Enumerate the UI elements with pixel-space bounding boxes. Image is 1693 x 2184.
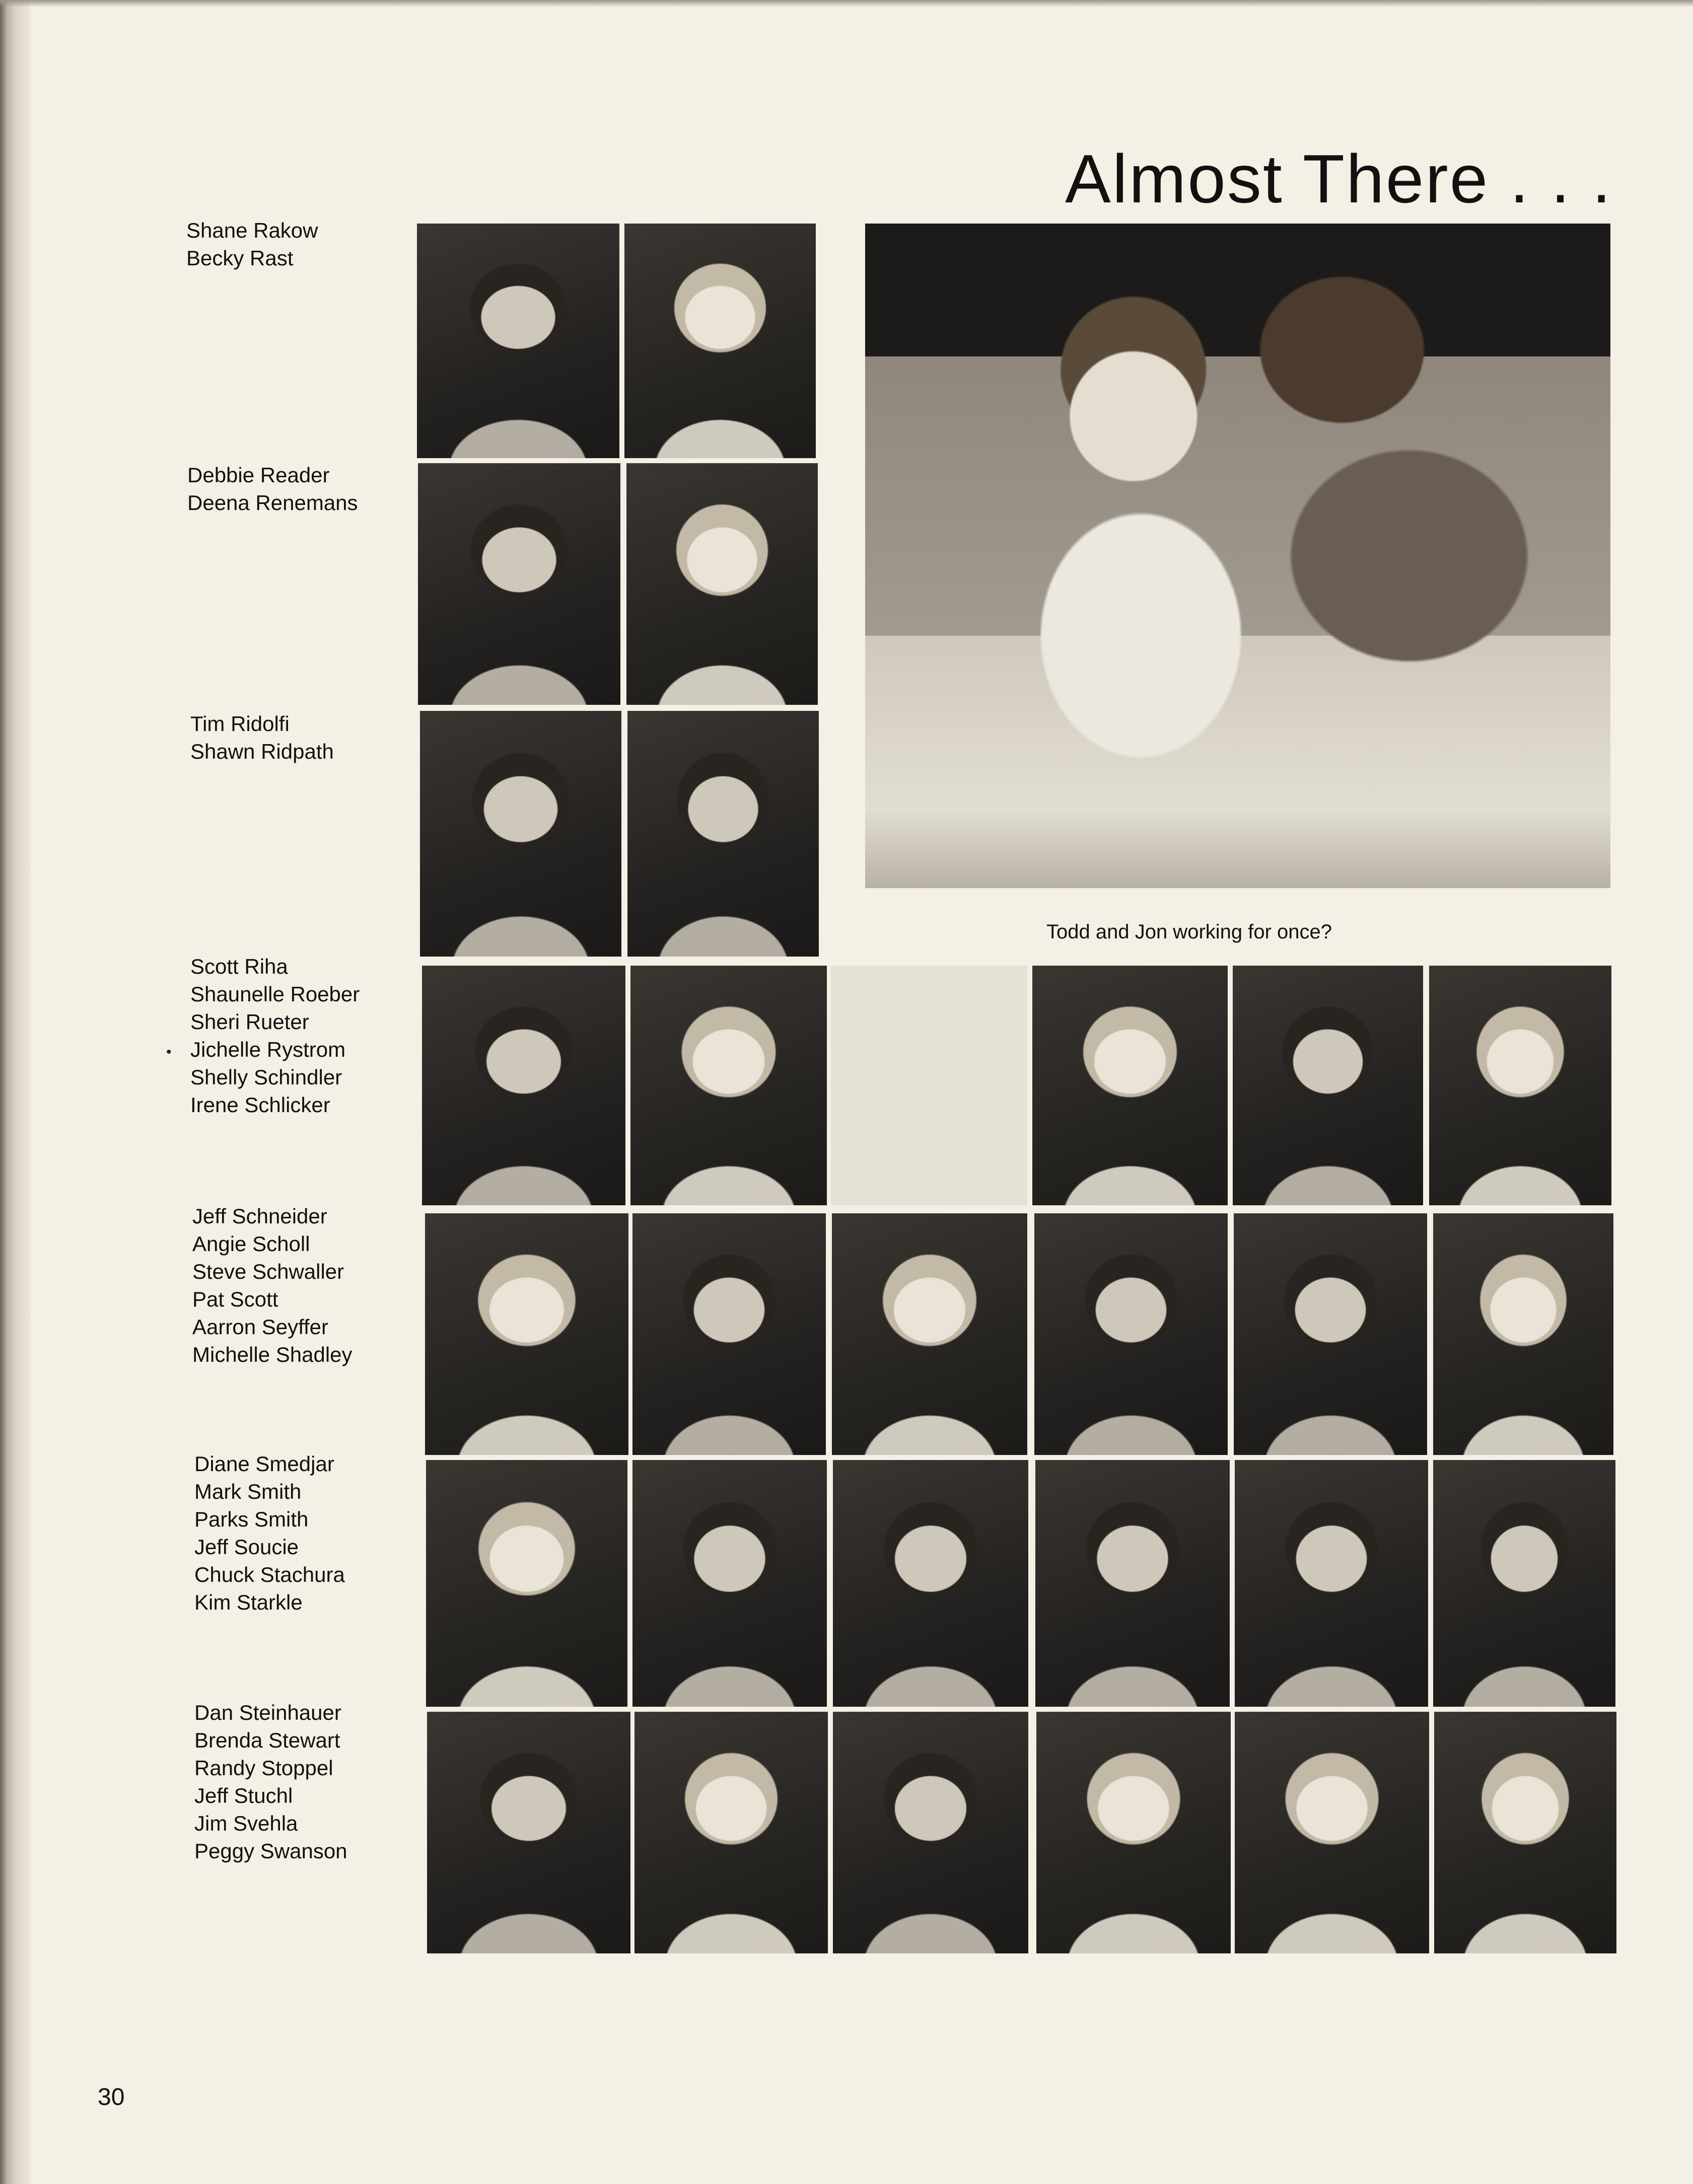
name-item: Shaunelle Roeber (190, 982, 360, 1006)
portrait-photo (422, 966, 625, 1205)
page-number: 30 (98, 2084, 125, 2110)
portrait-photo (1429, 966, 1611, 1205)
name-item: Shane Rakow (186, 219, 318, 242)
name-list (187, 461, 358, 517)
name-item: Peggy Swanson (194, 1839, 347, 1863)
portrait-photo (832, 1213, 1027, 1455)
name-item: Pat Scott (192, 1287, 278, 1311)
name-item: Scott Riha (190, 955, 288, 978)
portrait-photo (1233, 966, 1423, 1205)
portrait-photo (632, 1213, 826, 1455)
portrait-photo (418, 463, 620, 705)
name-item: Mark Smith (194, 1480, 302, 1503)
portrait-photo (632, 1460, 827, 1707)
name-item: Chuck Stachura (194, 1563, 345, 1586)
name-item: Sheri Rueter (190, 1010, 309, 1034)
name-item: Jeff Stuchl (194, 1784, 293, 1807)
portrait-photo (1036, 1712, 1231, 1953)
portrait-photo (1433, 1460, 1615, 1707)
name-list (186, 216, 318, 272)
name-list (194, 1699, 347, 1865)
portrait-photo (420, 711, 621, 957)
name-item: Angie Scholl (192, 1232, 310, 1256)
portrait-photo (1032, 966, 1228, 1205)
portrait-photo (1433, 1213, 1613, 1455)
portrait-photo (1035, 1460, 1230, 1707)
name-list (194, 1450, 345, 1616)
name-item: Debbie Reader (187, 463, 330, 487)
portrait-photo (634, 1712, 828, 1953)
portrait-photo (627, 711, 819, 957)
portrait-photo (624, 224, 816, 458)
name-item: Jichelle Rystrom (190, 1038, 346, 1061)
name-item: Diane Smedjar (194, 1452, 334, 1476)
name-item: Jeff Soucie (194, 1535, 299, 1559)
name-list (190, 710, 334, 765)
name-item: Kim Starkle (194, 1590, 303, 1614)
name-item: Becky Rast (186, 246, 294, 270)
name-item: Aarron Seyffer (192, 1315, 329, 1339)
name-item: Steve Schwaller (192, 1260, 344, 1283)
portrait-photo (427, 1712, 630, 1953)
name-item: Randy Stoppel (194, 1756, 333, 1780)
page-top-edge (0, 0, 1693, 7)
name-item: Parks Smith (194, 1507, 309, 1531)
name-item: Michelle Shadley (192, 1343, 352, 1366)
portrait-photo (1034, 1213, 1228, 1455)
feature-photo (865, 224, 1610, 888)
name-item: Brenda Stewart (194, 1728, 340, 1752)
portrait-photo (1234, 1213, 1427, 1455)
portrait-photo (833, 1460, 1028, 1707)
name-item: Deena Renemans (187, 491, 358, 515)
name-item: Dan Steinhauer (194, 1701, 341, 1724)
portrait-photo (1434, 1712, 1616, 1953)
name-item: Jim Svehla (194, 1811, 298, 1835)
name-list (192, 1202, 352, 1368)
name-item: Shawn Ridpath (190, 740, 334, 763)
page-title: Almost There . . . (1065, 140, 1612, 217)
page-binding-edge (0, 0, 30, 2184)
portrait-photo (1235, 1460, 1428, 1707)
missing-photo-placeholder (831, 966, 1027, 1205)
name-list (190, 953, 360, 1119)
margin-mark: • (166, 1044, 172, 1060)
portrait-photo (626, 463, 818, 705)
name-item: Shelly Schindler (190, 1065, 342, 1089)
portrait-photo (426, 1460, 627, 1707)
name-item: Jeff Schneider (192, 1204, 327, 1228)
photo-caption: Todd and Jon working for once? (1046, 921, 1332, 943)
name-item: Irene Schlicker (190, 1093, 330, 1117)
name-item: Tim Ridolfi (190, 712, 290, 736)
portrait-photo (417, 224, 619, 458)
portrait-photo (833, 1712, 1028, 1953)
portrait-photo (1235, 1712, 1429, 1953)
portrait-photo (630, 966, 827, 1205)
portrait-photo (425, 1213, 628, 1455)
